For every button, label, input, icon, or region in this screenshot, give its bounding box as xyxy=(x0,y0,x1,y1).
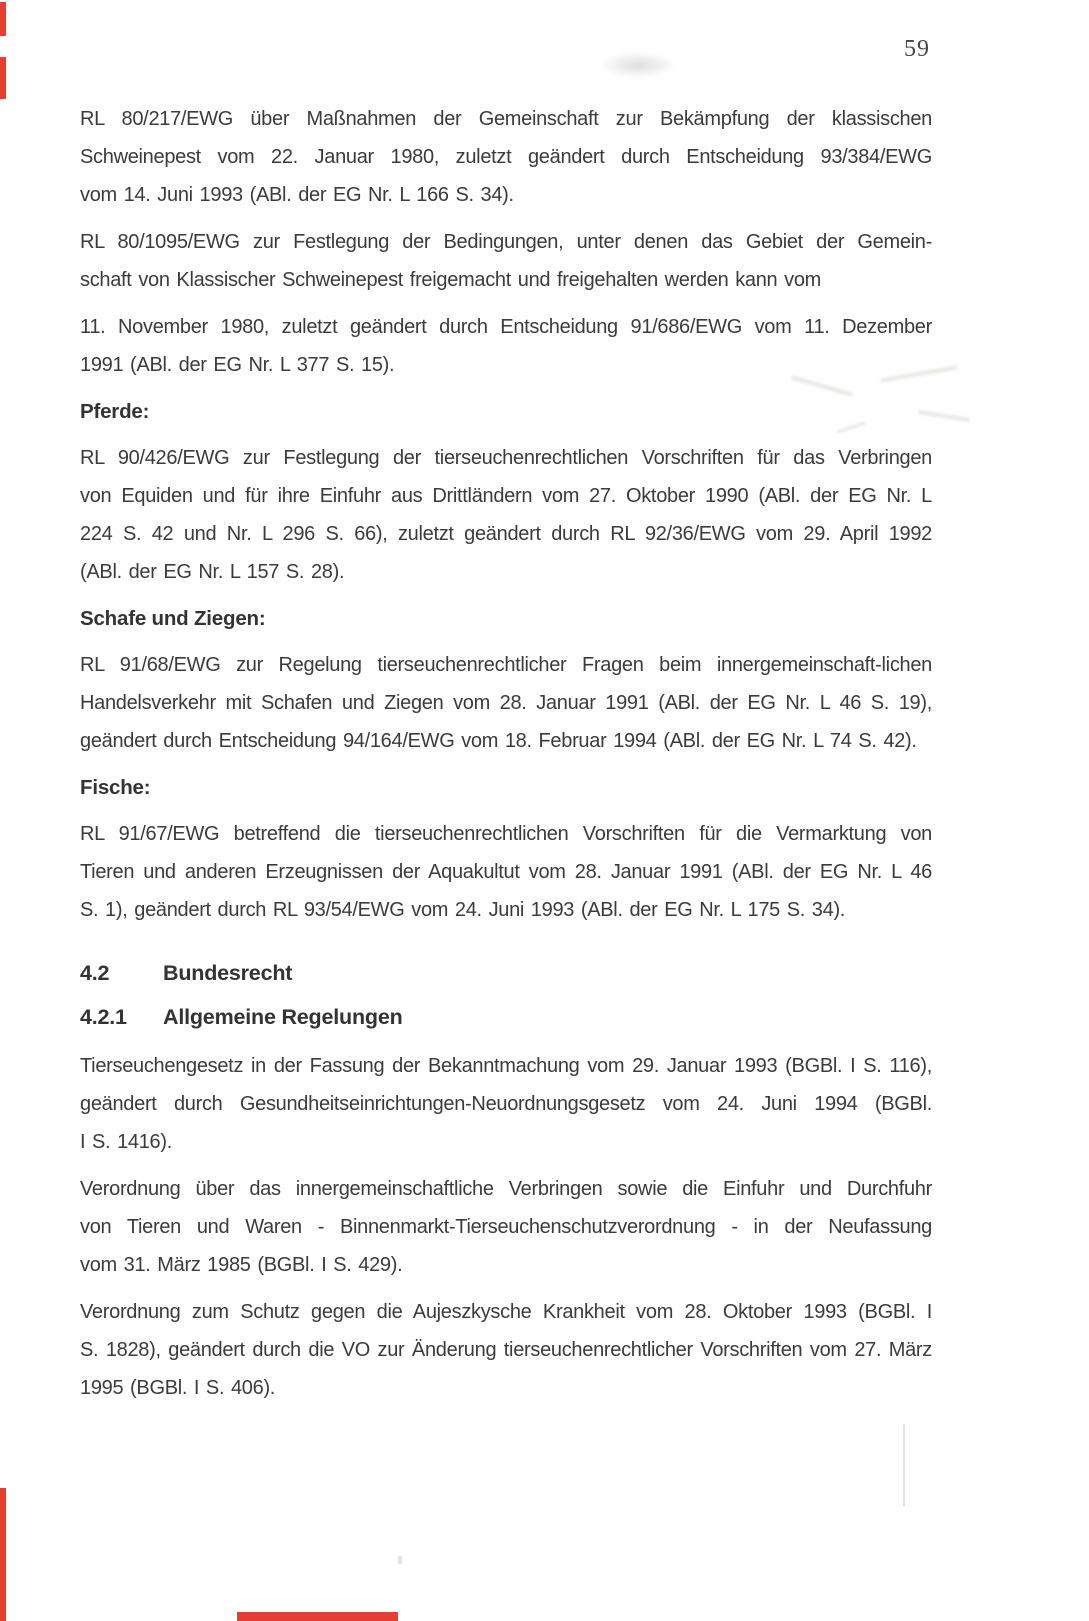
red-edge-mark xyxy=(0,2,6,36)
paragraph-line: geändert durch Gesundheitseinrichtungen-Neuordnungsgesetz vom 24. Juni 1994 (BGBl. xyxy=(80,1093,932,1115)
body-paragraph xyxy=(80,1170,932,1284)
paragraph-line: geändert durch Entscheidung 94/164/EWG vom 18. Februar 1994 (ABl. der EG Nr. L 74 S. 42). xyxy=(80,730,917,752)
section-title: Bundesrecht xyxy=(163,961,293,985)
red-edge-mark xyxy=(0,57,6,99)
paragraph-line: Verordnung zum Schutz gegen die Aujeszkysche Krankheit vom 28. Oktober 1993 (BGBl. I xyxy=(80,1301,932,1323)
paragraph-line: von Tieren und Waren - Binnenmarkt-Tierseuchenschutzverordnung - in der Neufassung xyxy=(80,1216,932,1238)
paragraph-line: RL 91/67/EWG betreffend die tierseuchenrechtlichen Vorschriften für die Vermarktung von xyxy=(80,823,932,845)
section-number: 4.2 xyxy=(80,961,110,985)
paragraph-line: 224 S. 42 und Nr. L 296 S. 66), zuletzt geändert durch RL 92/36/EWG vom 29. April 1992 xyxy=(80,523,932,545)
paragraph-line: vom 14. Juni 1993 (ABl. der EG Nr. L 166 S. 34). xyxy=(80,184,514,206)
paragraph-line: Tieren und anderen Erzeugnissen der Aquakultut vom 28. Januar 1991 (ABl. der EG Nr. L 46 xyxy=(80,861,932,883)
paragraph-line: 1995 (BGBl. I S. 406). xyxy=(80,1377,276,1399)
paragraph-line: 1991 (ABl. der EG Nr. L 377 S. 15). xyxy=(80,354,395,376)
animal-heading: Schafe und Ziegen: xyxy=(80,607,266,630)
body-paragraph xyxy=(80,100,932,214)
animal-heading: Fische: xyxy=(80,776,151,799)
body-paragraph xyxy=(80,223,932,299)
red-edge-mark xyxy=(0,1488,6,1621)
paragraph-line: RL 80/217/EWG über Maßnahmen der Gemeinschaft zur Bekämpfung der klassischen xyxy=(80,108,932,130)
paragraph-line: S. 1), geändert durch RL 93/54/EWG vom 24. Juni 1993 (ABl. der EG Nr. L 175 S. 34). xyxy=(80,899,846,921)
paragraph-line: RL 80/1095/EWG zur Festlegung der Bedingungen, unter denen das Gebiet der Gemein- xyxy=(80,231,932,253)
paragraph-line: RL 90/426/EWG zur Festlegung der tierseuchenrechtlichen Vorschriften für das Verbringen xyxy=(80,447,932,469)
paragraph-line: 11. November 1980, zuletzt geändert durch Entscheidung 91/686/EWG vom 11. Dezember xyxy=(80,316,932,338)
body-paragraph xyxy=(80,439,932,591)
body-paragraph xyxy=(80,308,932,384)
scan-smudge xyxy=(600,52,676,78)
section-heading xyxy=(80,953,932,993)
page-number: 59 xyxy=(904,36,930,62)
body-paragraph xyxy=(80,1047,932,1161)
paragraph-line: Verordnung über das innergemeinschaftliche Verbringen sowie die Einfuhr und Durchfuhr xyxy=(80,1178,932,1200)
paragraph-line: Tierseuchengesetz in der Fassung der Bekanntmachung vom 29. Januar 1993 (BGBl. I S. 116), xyxy=(80,1055,932,1077)
paragraph-line: S. 1828), geändert durch die VO zur Änderung tierseuchenrechtlicher Vorschriften vom 27. März xyxy=(80,1339,932,1361)
section-heading xyxy=(80,997,932,1037)
scan-crease-line xyxy=(903,1424,905,1506)
body-paragraph xyxy=(80,815,932,929)
body-paragraph xyxy=(80,646,932,760)
section-number: 4.2.1 xyxy=(80,1005,127,1029)
paragraph-line: von Equiden und für ihre Einfuhr aus Drittländern vom 27. Oktober 1990 (ABl. der EG Nr. L xyxy=(80,485,932,507)
paragraph-line: I S. 1416). xyxy=(80,1131,172,1153)
section-title: Allgemeine Regelungen xyxy=(163,1005,403,1029)
red-edge-mark xyxy=(237,1612,398,1621)
paragraph-line: Schweinepest vom 22. Januar 1980, zuletzt geändert durch Entscheidung 93/384/EWG xyxy=(80,146,932,168)
animal-heading: Pferde: xyxy=(80,400,150,423)
body-paragraph xyxy=(80,1293,932,1407)
paragraph-line: Handelsverkehr mit Schafen und Ziegen vom 28. Januar 1991 (ABl. der EG Nr. L 46 S. 19), xyxy=(80,692,932,714)
paragraph-line: vom 31. März 1985 (BGBl. I S. 429). xyxy=(80,1254,403,1276)
paragraph-line: schaft von Klassischer Schweinepest freigemacht und freigehalten werden kann vom xyxy=(80,269,822,291)
scan-speck xyxy=(398,1556,402,1564)
paragraph-line: RL 91/68/EWG zur Regelung tierseuchenrechtlicher Fragen beim innergemeinschaft-lichen xyxy=(80,654,932,676)
paragraph-line: (ABl. der EG Nr. L 157 S. 28). xyxy=(80,561,345,583)
document-content xyxy=(80,100,932,1416)
